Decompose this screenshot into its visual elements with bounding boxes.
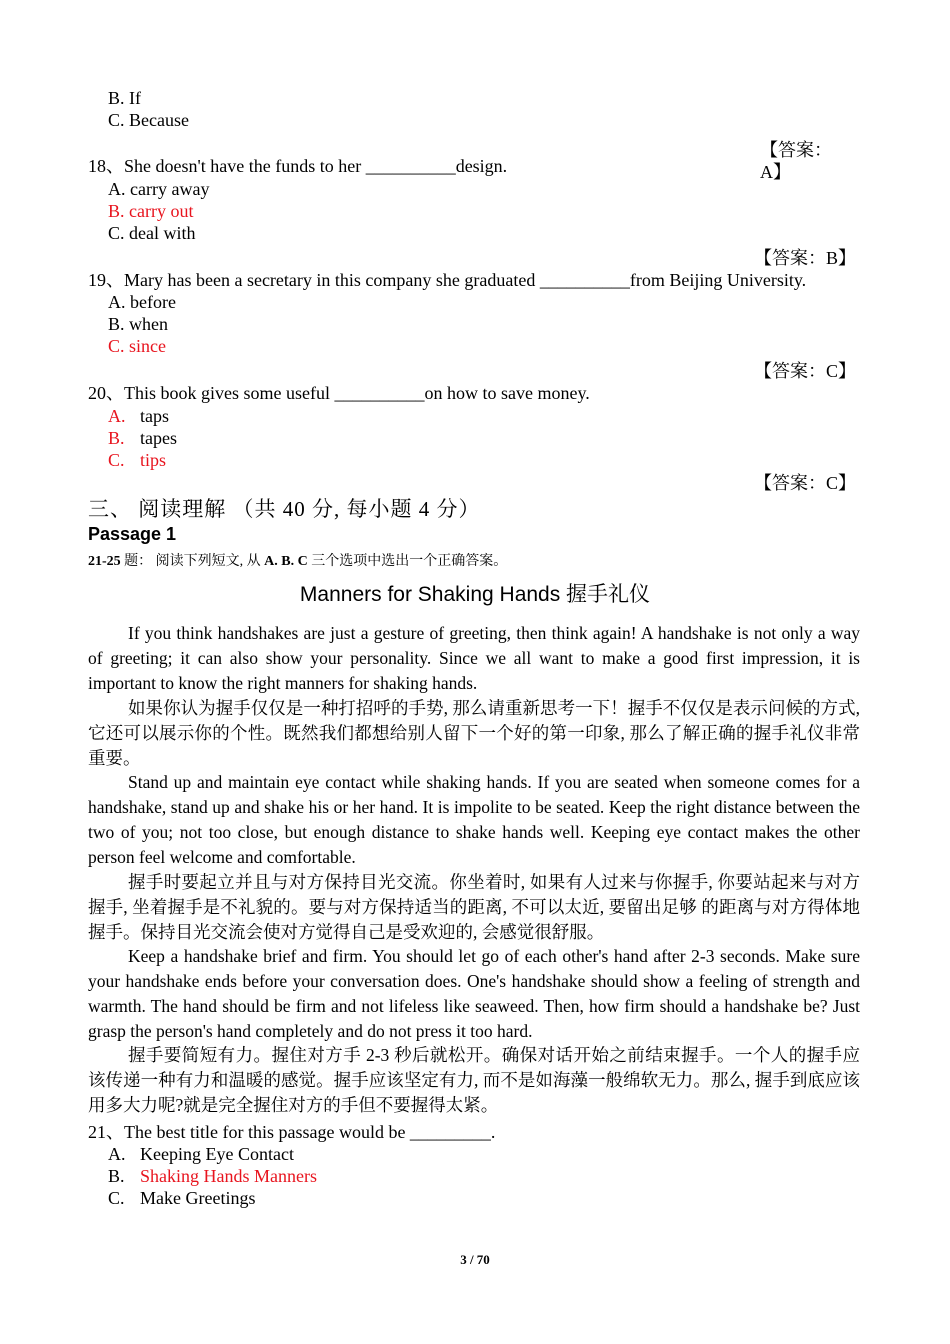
q21-question: 21、The best title for this passage would be _________. — [88, 1122, 496, 1142]
q21-option-b-letter: B. — [108, 1166, 125, 1186]
q17-answer-line1: 【答案： — [760, 140, 832, 160]
q19-option-a: A. before — [108, 292, 176, 312]
q21-option-a-letter: A. — [108, 1144, 126, 1164]
instr-text1: 题： 阅读下列短文, 从 — [120, 554, 265, 569]
passage-paragraph-1: If you think handshakes are just a gesture of greeting, then think again! A handshake is not only a way of greeting; it can also show your personality. Since we all want to make a good first impression, it is important to know the right manners for shaking hands. — [88, 623, 860, 693]
q21-option-c-text: Make Greetings — [140, 1188, 256, 1208]
passage-paragraph-6: 握手要简短有力。握住对方手 2-3 秒后就松开。确保对话开始之前结束握手。一个人的握手应该传递一种有力和温暖的感觉。握手应该坚定有力, 而不是如海藻一般绵软无力。那么, 握手到底应该用多大力呢?就是完全握住对方的手但不要握得太紧。 — [88, 1045, 860, 1115]
q20-option-c-text: tips — [140, 450, 167, 470]
q17-option-c: C. Because — [108, 110, 189, 130]
q19-option-b: B. when — [108, 314, 168, 334]
q19-question: 19、Mary has been a secretary in this company she graduated __________from Beijing University. — [88, 270, 807, 290]
q18-answer: 【答案：B】 — [754, 248, 857, 268]
passage-label: Passage 1 — [88, 524, 177, 544]
q20-question: 20、This book gives some useful __________on how to save money. — [88, 383, 590, 403]
q18-option-b: B. carry out — [108, 201, 194, 221]
instr-text2: 三个选项中选出一个正确答案。 — [307, 554, 508, 569]
q19-answer: 【答案：C】 — [754, 361, 857, 381]
q17-answer-line2: A】 — [760, 162, 791, 182]
q18-option-a: A. carry away — [108, 179, 210, 199]
instr-range: 21-25 — [88, 554, 121, 569]
q19-option-c: C. since — [108, 336, 166, 356]
q21-option-a-text: Keeping Eye Contact — [140, 1144, 294, 1164]
q20-option-a-text: taps — [140, 406, 169, 426]
passage-paragraph-3: Stand up and maintain eye contact while shaking hands. If you are seated when someone comes for a handshake, stand up and shake his or her hand. It is impolite to be seated. Keep the right distance between the two of you; not too close, but enough distance to shake hands well. Keeping eye contact makes the other person feel welcome and comfortable. — [88, 772, 860, 867]
passage-paragraph-4: 握手时要起立并且与对方保持目光交流。你坐着时, 如果有人过来与你握手, 你要站起来与对方握手, 坐着握手是不礼貌的。要与对方保持适当的距离, 不可以太近, 要留出足够 的距离与对方得体地握手。保持目光交流会使对方觉得自己是受欢迎的, 会感觉很舒服。 — [88, 872, 860, 942]
passage-paragraph-5: Keep a handshake brief and firm. You should let go of each other's hand after 2-3 seconds. Make sure your handshake ends before your conversation does. One's handshake should show a feeling of strength and warmth. The hand should be firm and not lifeless like seaweed. Then, how firm should a handshake be? Just grasp the person's hand completely and do not press it too hard. — [88, 946, 860, 1041]
q20-option-b-letter: B. — [108, 428, 125, 448]
q21-option-c-letter: C. — [108, 1188, 125, 1208]
section-heading: 三、 阅读理解 （共 40 分, 每小题 4 分） — [88, 497, 481, 521]
passage-title: Manners for Shaking Hands 握手礼仪 — [299, 583, 651, 606]
q18-question: 18、She doesn't have the funds to her __________design. — [88, 156, 508, 176]
passage-paragraph-2: 如果你认为握手仅仅是一种打招呼的手势, 那么请重新思考一下！握手不仅仅是表示问候的方式, 它还可以展示你的个性。既然我们都想给别人留下一个好的第一印象, 那么了解正确的握手礼仪非常重要。 — [88, 698, 860, 768]
q20-option-c-letter: C. — [108, 450, 125, 470]
q18-option-c: C. deal with — [108, 223, 196, 243]
page-number: 3 / 70 — [460, 1252, 490, 1267]
passage-instructions — [88, 553, 507, 571]
q20-option-a-letter: A. — [108, 406, 126, 426]
q20-option-b-text: tapes — [140, 428, 177, 448]
q21-option-b-text: Shaking Hands Manners — [140, 1166, 317, 1186]
instr-letters: A. B. C — [264, 554, 308, 569]
q20-answer: 【答案：C】 — [754, 473, 857, 493]
q17-option-b: B. If — [108, 88, 141, 108]
